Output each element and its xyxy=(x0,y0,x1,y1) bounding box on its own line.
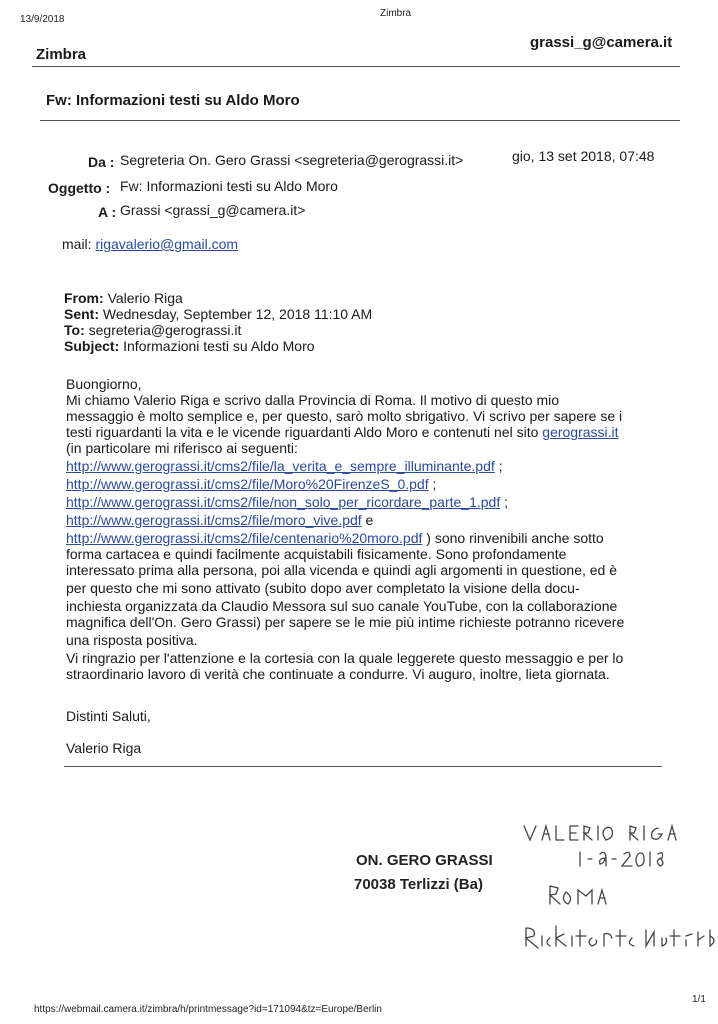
fwd-from-value: Valerio Riga xyxy=(107,290,183,306)
fwd-subject-value: Informazioni testi su Aldo Moro xyxy=(123,338,315,354)
link-line xyxy=(66,476,436,492)
pdf-link[interactable]: http://www.gerograssi.it/cms2/file/la_verita_e_sempre_illuminante.pdf xyxy=(66,458,495,474)
body-text: ) sono rinvenibili anche sotto xyxy=(422,530,604,546)
body-line: una risposta positiva. xyxy=(66,632,198,648)
link-line xyxy=(66,494,508,510)
body-line: inchiesta organizzata da Claudio Messora sul suo canale YouTube, con la collaborazione xyxy=(66,598,618,614)
body-line: (in particolare mi riferisco ai seguenti: xyxy=(66,440,298,456)
link-line xyxy=(66,512,373,528)
from-label: Da : xyxy=(88,154,115,170)
subject-value: Fw: Informazioni testi su Aldo Moro xyxy=(120,178,338,194)
subject-label: Oggetto : xyxy=(48,180,111,196)
body-line: magnifica dell'On. Gero Grassi) per sapere se le mie più intime richieste potranno ricevere xyxy=(66,614,625,630)
message-subject-title: Fw: Informazioni testi su Aldo Moro xyxy=(46,92,300,109)
message-date: gio, 13 set 2018, 07:48 xyxy=(512,148,655,164)
body-line: Mi chiamo Valerio Riga e scrivo dalla Provincia di Roma. Il motivo di questo mio xyxy=(66,392,560,408)
mail-line xyxy=(62,236,238,252)
stamp-line-1: ON. GERO GRASSI xyxy=(356,852,493,869)
fwd-subject xyxy=(64,338,315,354)
to-label: A : xyxy=(98,204,117,220)
pdf-link[interactable]: http://www.gerograssi.it/cms2/file/moro_vive.pdf xyxy=(66,512,362,528)
subject-divider xyxy=(40,120,680,121)
user-email: grassi_g@camera.it xyxy=(530,34,673,51)
pdf-link[interactable]: http://www.gerograssi.it/cms2/file/non_solo_per_ricordare_parte_1.pdf xyxy=(66,494,501,510)
body-line xyxy=(66,424,619,440)
link-separator: ; xyxy=(494,458,503,474)
app-title: Zimbra xyxy=(36,46,87,63)
fwd-from-label: From: xyxy=(64,290,104,306)
link-line xyxy=(66,458,503,474)
closing: Distinti Saluti, xyxy=(66,708,151,724)
body-line: Vi ringrazio per l'attenzione e la cortesia con la quale leggerete questo messaggio e per lo xyxy=(66,650,624,666)
page-number: 1/1 xyxy=(692,994,706,1005)
handwritten-annotation xyxy=(520,820,718,970)
footer-url: https://webmail.camera.it/zimbra/h/printmessage?id=171094&tz=Europe/Berlin xyxy=(34,1004,382,1015)
stamp-line-2: 70038 Terlizzi (Ba) xyxy=(354,876,483,893)
fwd-sent-value: Wednesday, September 12, 2018 11:10 AM xyxy=(102,306,373,322)
greeting: Buongiorno, xyxy=(66,376,142,392)
body-line: interessato prima alla persona, poi alla vicenda e quindi agli argomenti in questione, ed è xyxy=(66,562,618,578)
fwd-to-value: segreteria@gerograssi.it xyxy=(88,322,242,338)
fwd-to-label: To: xyxy=(64,322,85,338)
fwd-sent-label: Sent: xyxy=(64,306,99,322)
link-separator: ; xyxy=(500,494,509,510)
link-separator: e xyxy=(361,512,374,528)
body-line: messaggio è molto semplice e, per questo, sarò molto sbrigativo. Vi scrivo per sapere se i xyxy=(66,408,623,424)
fwd-subject-label: Subject: xyxy=(64,338,120,354)
body-text: testi riguardanti la vita e le vicende riguardanti Aldo Moro e contenuti nel sito xyxy=(66,424,539,440)
signature-name: Valerio Riga xyxy=(66,740,142,756)
pdf-link[interactable]: http://www.gerograssi.it/cms2/file/centenario%20moro.pdf xyxy=(66,530,423,546)
mail-link[interactable]: rigavalerio@gmail.com xyxy=(95,236,239,252)
body-line: per questo che mi sono attivato (subito dopo aver completato la visione della docu- xyxy=(66,580,580,596)
from-value: Segreteria On. Gero Grassi <segreteria@gerograssi.it> xyxy=(120,152,464,168)
site-link[interactable]: gerograssi.it xyxy=(542,424,619,440)
pdf-link[interactable]: http://www.gerograssi.it/cms2/file/Moro%20FirenzeS_0.pdf xyxy=(66,476,429,492)
print-app-name: Zimbra xyxy=(380,8,412,19)
link-line xyxy=(66,530,604,546)
header-divider xyxy=(32,66,680,67)
body-line: straordinario lavoro di verità che continuate a condurre. Vi auguro, inoltre, lieta giornata. xyxy=(66,666,610,682)
to-value: Grassi <grassi_g@camera.it> xyxy=(120,202,306,218)
body-line: forma cartacea e quindi facilmente acquistabili fisicamente. Sono profondamente xyxy=(66,546,567,562)
mail-label: mail: xyxy=(62,236,92,252)
fwd-from xyxy=(64,290,183,306)
link-separator: ; xyxy=(428,476,437,492)
print-date: 13/9/2018 xyxy=(20,14,65,25)
fwd-sent xyxy=(64,306,372,322)
fwd-to xyxy=(64,322,241,338)
body-divider xyxy=(64,766,662,767)
